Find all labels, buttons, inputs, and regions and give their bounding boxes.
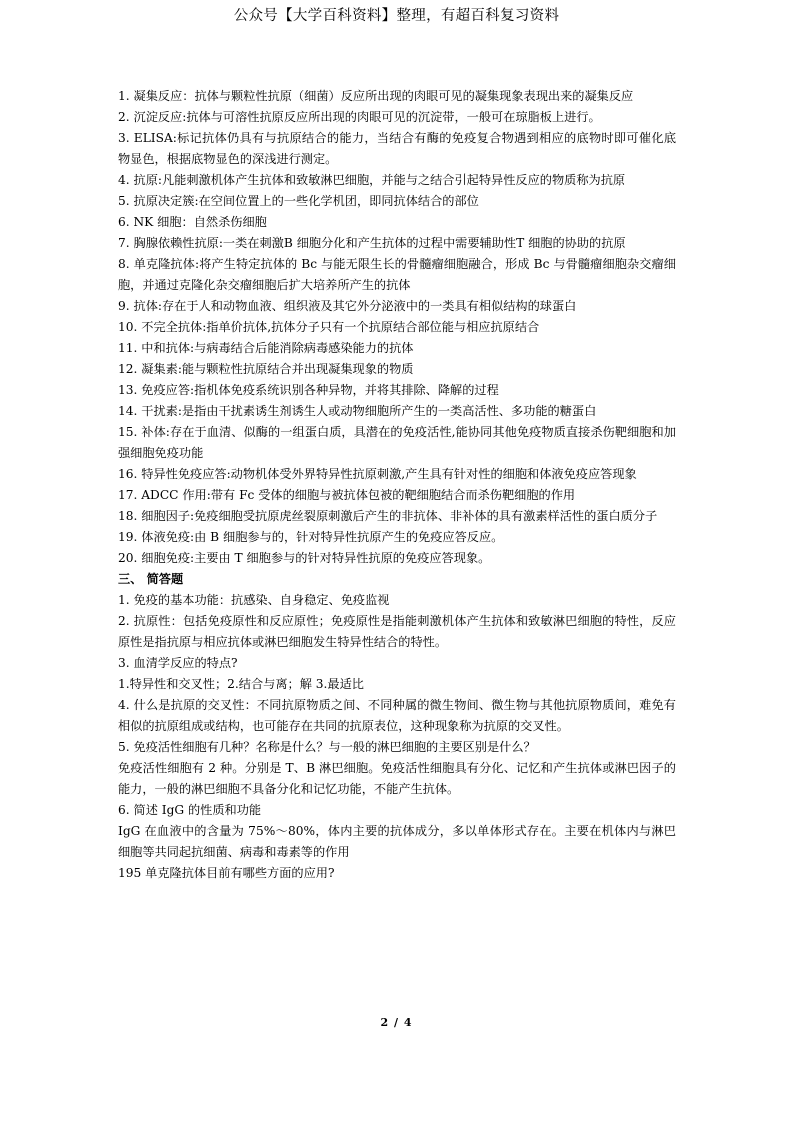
definition-12: 12. 凝集素:能与颗粒性抗原结合并出现凝集现象的物质: [118, 362, 414, 376]
definition-8: 8. 单克隆抗体:将产生特定抗体的 Bc 与能无限生长的骨髓瘤细胞融合，形成 Bc 与骨髓瘤细胞杂交瘤细胞，并通过克隆化杂交瘤细胞后扩大培养所产生的抗体: [118, 257, 676, 292]
definition-1: 1. 凝集反应：抗体与颗粒性抗原（细菌）反应所出现的肉眼可见的凝集现象表现出来的凝集反应: [118, 89, 634, 103]
definition-6: 6. NK 细胞：自然杀伤细胞: [118, 215, 267, 229]
definition-10: 10. 不完全抗体:指单价抗体,抗体分子只有一个抗原结合部位能与相应抗原结合: [118, 320, 540, 334]
definition-17: 17. ADCC 作用:带有 Fc 受体的细胞与被抗体包被的靶细胞结合而杀伤靶细胞的作用: [118, 488, 576, 502]
definition-2: 2. 沉淀反应:抗体与可溶性抗原反应所出现的肉眼可见的沉淀带，一般可在琼脂板上进行。: [118, 110, 601, 124]
definition-15: 15. 补体:存在于血清、似酶的一组蛋白质，具潜在的免疫活性,能协同其他免疫物质直接杀伤靶细胞和加强细胞免疫功能: [118, 425, 676, 460]
qa-line-9: IgG 在血液中的含量为 75%～80%，体内主要的抗体成分，多以单体形式存在。主要在机体内与淋巴细胞等共同起抗细菌、病毒和毒素等的作用: [118, 824, 676, 859]
definition-7: 7. 胸腺依赖性抗原:一类在刺激B 细胞分化和产生抗体的过程中需要辅助性T 细胞的协助的抗原: [118, 236, 626, 250]
section-title: 三、 简答题: [118, 572, 184, 586]
definition-18: 18. 细胞因子:免疫细胞受抗原虎丝裂原刺激后产生的非抗体、非补体的具有激素样活性的蛋白质分子: [118, 509, 658, 523]
definition-13: 13. 免疫应答:指机体免疫系统识别各种异物，并将其排除、降解的过程: [118, 383, 499, 397]
definition-20: 20. 细胞免疫:主要由 T 细胞参与的针对特异性抗原的免疫应答现象。: [118, 551, 491, 565]
definition-14: 14. 干扰素:是指由干扰素诱生剂诱生人或动物细胞所产生的一类高活性、多功能的糖蛋白: [118, 404, 597, 418]
definition-5: 5. 抗原决定簇:在空间位置上的一些化学机团，即同抗体结合的部位: [118, 194, 479, 208]
definition-16: 16. 特异性免疫应答:动物机体受外界特异性抗原刺激,产生具有针对性的细胞和体液免疫应答现象: [118, 467, 637, 481]
qa-line-10: 195 单克隆抗体目前有哪些方面的应用?: [118, 866, 335, 880]
definition-19: 19. 体液免疫:由 B 细胞参与的，针对特异性抗原产生的免疫应答反应。: [118, 530, 504, 544]
definition-4: 4. 抗原:凡能刺激机体产生抗体和致敏淋巴细胞，并能与之结合引起特异性反应的物质称为抗原: [118, 173, 626, 187]
definition-9: 9. 抗体:存在于人和动物血液、组织液及其它外分泌液中的一类具有相似结构的球蛋白: [118, 299, 577, 313]
qa-line-4: 1.特异性和交叉性；2.结合与离；解 3.最适比: [118, 677, 364, 691]
qa-line-8: 6. 简述 IgG 的性质和功能: [118, 803, 262, 817]
qa-line-3: 3. 血清学反应的特点?: [118, 656, 238, 670]
qa-line-1: 1. 免疫的基本功能：抗感染、自身稳定、免疫监视: [118, 593, 390, 607]
qa-line-2: 2. 抗原性：包括免疫原性和反应原性；免疫原性是指能刺激机体产生抗体和致敏淋巴细胞的特性，反应原性是指抗原与相应抗体或淋巴细胞发生特异性结合的特性。: [118, 614, 676, 649]
qa-line-6: 5. 免疫活性细胞有几种？名称是什么？与一般的淋巴细胞的主要区别是什么？: [118, 740, 536, 754]
page-number: 2 / 4: [380, 1016, 413, 1029]
document-body: [118, 86, 676, 884]
qa-line-5: 4. 什么是抗原的交叉性：不同抗原物质之间、不同种属的微生物间、微生物与其他抗原物质间，难免有相似的抗原组成或结构，也可能存在共同的抗原表位，这种现象称为抗原的交叉性。: [118, 698, 676, 733]
qa-line-7: 免疫活性细胞有 2 种。分别是 T、B 淋巴细胞。免疫活性细胞具有分化、记忆和产生抗体或淋巴因子的能力，一般的淋巴细胞不具备分化和记忆功能，不能产生抗体。: [118, 761, 676, 796]
definition-11: 11. 中和抗体:与病毒结合后能消除病毒感染能力的抗体: [118, 341, 414, 355]
definition-3: 3. ELISA:标记抗体仍具有与抗原结合的能力，当结合有酶的免疫复合物遇到相应的底物时即可催化底物显色，根据底物显色的深浅进行测定。: [118, 131, 676, 166]
page-header: 公众号【大学百科资料】整理，有超百科复习资料: [233, 8, 560, 24]
